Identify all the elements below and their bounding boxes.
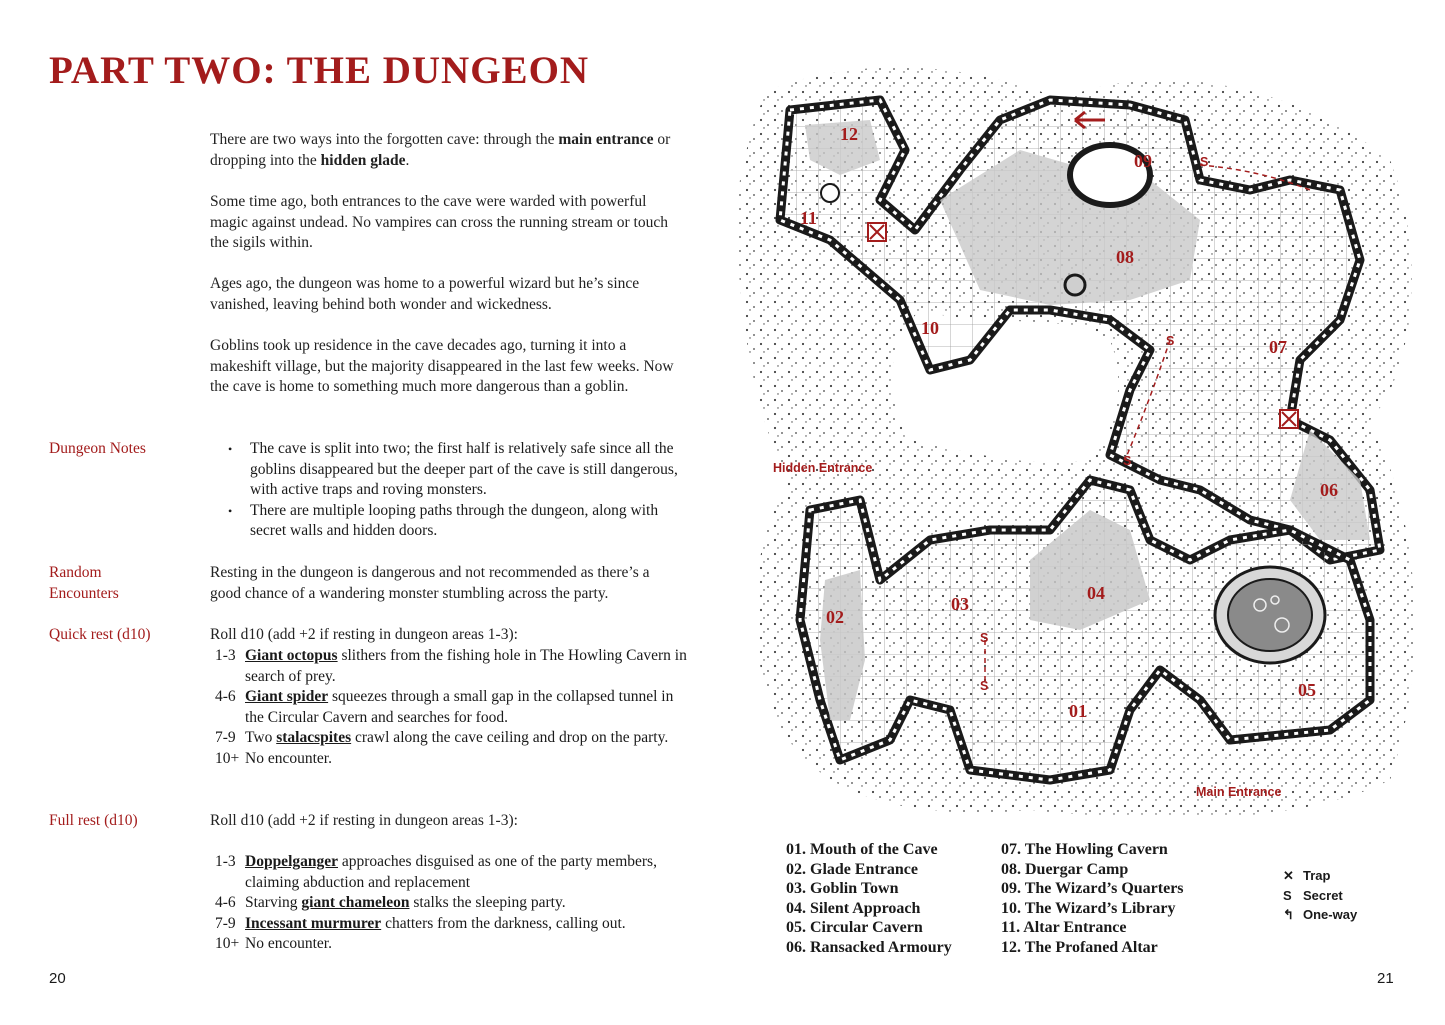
room-number-06: 06 [1320,480,1338,500]
roll-row: 1-3 Doppelganger approaches disguised as one of the party members, claiming abduction and replacement [215,853,657,891]
room-number-09: 09 [1134,151,1152,171]
page-title: PART TWO: THE DUNGEON [49,49,590,92]
monster-link[interactable]: stalacspites [276,729,352,747]
map-key [1283,866,1357,925]
random-encounters-text: Resting in the dungeon is dangerous and not recommended as there’s a good chance of a wandering monster stumbling across the party. [210,564,650,602]
intro-paragraph-4: Goblins took up residence in the cave decades ago, turning it into a makeshift village, but the majority disappeared in the last few weeks. Now the cave is home to something much more dangerous than a goblin. [210,337,674,396]
roll-row: 10+ No encounter. [215,749,332,767]
trap-icon: ✕ [1283,868,1294,883]
room-number-08: 08 [1116,247,1134,267]
secret-marker: S [1123,454,1132,468]
monster-link[interactable]: giant chameleon [301,894,410,912]
hidden-entrance-label: Hidden Entrance [773,461,873,475]
list-item: • The cave is split into two; the first half is relatively safe since all the goblins disappeared but the deeper part of the cave is still dangerous, with active traps and roving monsters. [228,439,678,501]
random-encounters-heading: Random Encounters [49,564,119,602]
monster-link[interactable]: Giant octopus [245,647,338,664]
room-number-07: 07 [1269,337,1287,357]
intro-paragraph-2: Some time ago, both entrances to the cave were warded with powerful magic against undead. No vampires can cross the running stream or touch the sigils within. [210,193,668,252]
secret-marker: S [1200,155,1209,169]
legend-item: 07. The Howling Cavern [1001,841,1168,858]
legend-item: 01. Mouth of the Cave [786,841,938,858]
quick-rest-intro: Roll d10 (add +2 if resting in dungeon areas 1-3): [210,626,518,643]
legend-item: 11. Altar Entrance [1001,919,1127,937]
secret-marker: S [980,679,989,693]
dungeon-notes-heading: Dungeon Notes [49,440,146,457]
room-number-04: 04 [1087,583,1105,603]
secret-icon: S [1283,887,1292,903]
map-legend-left [786,840,952,958]
roll-row: 1-3 Giant octopus slithers from the fishing hole in The Howling Cavern in search of prey. [215,647,687,685]
dungeon-map [730,60,1430,840]
legend-item: 06. Ransacked Armoury [786,938,952,956]
main-entrance-label: Main Entrance [1196,785,1282,799]
full-rest-intro: Roll d10 (add +2 if resting in dungeon areas 1-3): [210,812,518,829]
legend-item: 03. Goblin Town [786,880,899,898]
one-way-icon: ↰ [1283,907,1294,922]
intro-text [210,130,680,171]
page-number-left: 20 [49,970,66,987]
quick-rest-heading: Quick rest (d10) [49,626,151,643]
legend-item: 04. Silent Approach [786,899,921,917]
secret-marker: S [1166,334,1175,348]
monster-link[interactable]: Doppelganger [245,853,338,870]
roll-row: 4-6 Giant spider squeezes through a small gap in the collapsed tunnel in the Circular Cavern and searches for food. [215,688,674,726]
roll-row: 7-9 Incessant murmurer chatters from the darkness, calling out. [215,914,626,932]
intro-paragraph-3: Ages ago, the dungeon was home to a powerful wizard but he’s since vanished, leaving behind both wonder and wickedness. [210,275,640,313]
legend-item: 12. The Profaned Altar [1001,938,1158,956]
list-item: • There are multiple looping paths through the dungeon, along with secret walls and hidden doors. [228,501,678,542]
legend-item: 08. Duergar Camp [1001,860,1129,878]
full-rest-table [210,852,690,955]
room-number-12: 12 [840,124,858,144]
room-number-11: 11 [800,208,818,228]
key-row: S Secret [1283,886,1357,906]
left-page [0,0,722,1025]
room-number-01: 01 [1069,701,1087,721]
legend-item: 10. The Wizard’s Library [1001,899,1176,917]
quick-rest-table [210,646,690,770]
legend-item: 09. The Wizard’s Quarters [1001,880,1184,898]
intro-paragraph-1: There are two ways into the forgotten cave: through the main entrance or dropping into the hidden glade. [210,131,671,169]
legend-item: 05. Circular Cavern [786,919,923,937]
room-number-03: 03 [951,594,969,614]
map-legend-right [1001,840,1184,958]
monster-link[interactable]: Incessant murmurer [245,914,382,932]
full-rest-heading: Full rest (d10) [49,812,138,829]
secret-marker: S [980,631,989,645]
key-row: ✕ Trap [1283,866,1357,886]
dungeon-notes-list [228,439,678,542]
roll-row: 7-9 Two stalacspites crawl along the cave ceiling and drop on the party. [215,729,669,747]
key-row: ↰ One-way [1283,905,1357,925]
room-number-05: 05 [1298,680,1316,700]
roll-row: 10+ No encounter. [215,935,332,953]
page-number-right: 21 [1377,970,1394,987]
room-number-10: 10 [921,318,939,338]
monster-link[interactable]: Giant spider [245,688,329,706]
room-number-02: 02 [826,607,844,627]
roll-row: 4-6 Starving giant chameleon stalks the sleeping party. [215,894,566,912]
legend-item: 02. Glade Entrance [786,860,918,878]
